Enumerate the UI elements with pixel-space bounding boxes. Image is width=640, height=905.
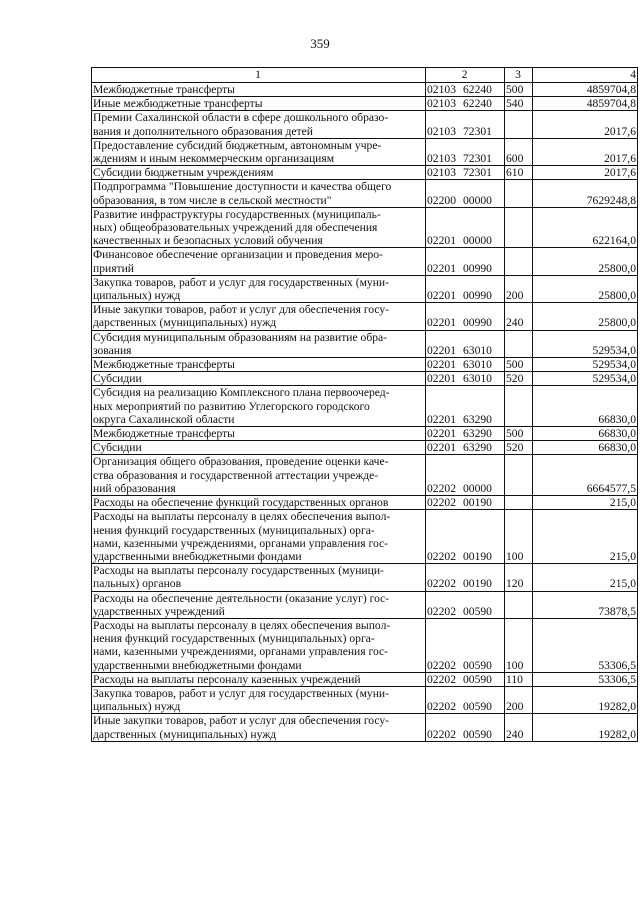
code-direction: 00000 (462, 481, 492, 495)
row-amount: 66830,0 (533, 427, 638, 441)
description-line: нения функций государственных (муниципальных) орга- (93, 632, 375, 646)
row-target-code (426, 330, 505, 357)
row-description (92, 330, 426, 357)
table-row (92, 510, 638, 564)
row-target-code (426, 441, 505, 455)
row-description (92, 496, 426, 510)
description-line: ных) общеобразовательных учреждений для обеспечения (93, 221, 378, 235)
description-line: ударственными внебюджетными фондами (93, 658, 302, 672)
description-line: Субсидии (93, 441, 142, 455)
description-line: Премии Сахалинской области в сфере дошкольного образо- (93, 111, 389, 125)
row-expense-kind: 100 (505, 510, 533, 564)
code-program: 02103 (427, 124, 456, 138)
row-expense-kind: 120 (505, 564, 533, 591)
row-target-code (426, 207, 505, 248)
row-expense-kind: 500 (505, 427, 533, 441)
row-amount: 529534,0 (533, 330, 638, 357)
description-line: приятий (93, 261, 135, 275)
row-expense-kind (505, 207, 533, 248)
row-expense-kind: 540 (505, 97, 533, 111)
row-target-code (426, 180, 505, 207)
row-expense-kind (505, 111, 533, 138)
table-row (92, 97, 638, 111)
row-amount: 2017,6 (533, 138, 638, 165)
row-expense-kind: 610 (505, 166, 533, 180)
row-description (92, 138, 426, 165)
description-line: Расходы на обеспечение деятельности (оказание услуг) гос- (93, 591, 390, 605)
row-amount: 529534,0 (533, 358, 638, 372)
description-line: вания и дополнительного образования детей (93, 124, 313, 138)
code-direction: 00990 (462, 261, 492, 275)
row-target-code (426, 618, 505, 672)
row-amount: 53306,5 (533, 672, 638, 686)
table-row (92, 564, 638, 591)
table-row (92, 386, 638, 427)
row-description (92, 358, 426, 372)
code-program: 02202 (427, 658, 456, 672)
row-target-code (426, 358, 505, 372)
code-program: 02201 (427, 372, 456, 386)
description-line: Межбюджетные трансферты (93, 83, 235, 96)
row-amount: 215,0 (533, 510, 638, 564)
row-expense-kind: 520 (505, 372, 533, 386)
row-target-code (426, 111, 505, 138)
row-target-code (426, 166, 505, 180)
description-line: Предоставление субсидий бюджетным, автономным учре- (93, 138, 382, 152)
row-description (92, 166, 426, 180)
row-target-code (426, 591, 505, 618)
table-row (92, 672, 638, 686)
row-amount: 53306,5 (533, 618, 638, 672)
code-program: 02202 (427, 604, 456, 618)
description-line: Расходы на обеспечение функций государственных органов (93, 496, 389, 510)
code-direction: 00590 (462, 604, 492, 618)
code-program: 02202 (427, 727, 456, 741)
code-direction: 63290 (462, 412, 492, 426)
description-line: нами, казенными учреждениями, органами управления гос- (93, 645, 389, 659)
page-number: 359 (310, 36, 330, 51)
description-line: дарственных (муниципальных) нужд (93, 316, 277, 330)
description-line: Расходы на выплаты персоналу казенных учреждений (93, 672, 361, 686)
row-description (92, 275, 426, 302)
row-description (92, 97, 426, 111)
row-amount: 2017,6 (533, 166, 638, 180)
code-program: 02202 (427, 496, 456, 510)
description-line: округа Сахалинской области (93, 412, 235, 426)
table-row (92, 455, 638, 496)
code-direction: 00590 (462, 672, 492, 686)
row-expense-kind (505, 248, 533, 275)
table-row (92, 496, 638, 510)
row-description (92, 510, 426, 564)
table-row (92, 330, 638, 357)
row-expense-kind: 200 (505, 686, 533, 713)
description-line: Расходы на выплаты персоналу в целях обеспечения выпол- (93, 618, 391, 632)
code-direction: 00000 (462, 234, 492, 248)
table-row (92, 83, 638, 97)
row-expense-kind: 520 (505, 441, 533, 455)
description-line: дарственных (муниципальных) нужд (93, 727, 277, 741)
code-program: 02202 (427, 549, 456, 563)
description-line: Подпрограмма "Повышение доступности и качества общего (93, 180, 392, 194)
code-direction: 00990 (462, 316, 492, 330)
code-direction: 72301 (462, 166, 492, 180)
code-direction: 63010 (462, 372, 492, 386)
code-program: 02103 (427, 152, 456, 166)
row-expense-kind (505, 496, 533, 510)
table-row (92, 714, 638, 741)
description-line: ударственными внебюджетными фондами (93, 549, 302, 563)
code-direction: 00190 (462, 496, 492, 510)
row-description (92, 591, 426, 618)
row-amount: 19282,0 (533, 686, 638, 713)
row-target-code (426, 686, 505, 713)
code-program: 02200 (427, 193, 456, 207)
row-target-code (426, 455, 505, 496)
description-line: качественных и безопасных условий обучения (93, 234, 323, 248)
description-line: Организация общего образования, проведение оценки каче- (93, 455, 389, 469)
row-description (92, 686, 426, 713)
row-description (92, 441, 426, 455)
row-description (92, 672, 426, 686)
row-description (92, 180, 426, 207)
row-description (92, 111, 426, 138)
description-line: образования, в том числе в сельской местности" (93, 193, 332, 207)
row-expense-kind: 500 (505, 83, 533, 97)
code-program: 02202 (427, 700, 456, 714)
description-line: Межбюджетные трансферты (93, 358, 235, 372)
code-program: 02103 (427, 83, 456, 96)
description-line: ства образования и государственной аттестации учрежде- (93, 468, 379, 482)
code-direction: 62240 (462, 83, 492, 96)
row-expense-kind (505, 386, 533, 427)
code-direction: 00000 (462, 193, 492, 207)
row-amount: 4859704,8 (533, 97, 638, 111)
table-row (92, 686, 638, 713)
code-program: 02201 (427, 343, 456, 357)
description-line: ных мероприятий по развитию Углегорского городского (93, 399, 370, 413)
table-row (92, 111, 638, 138)
description-line: Расходы на выплаты персоналу в целях обеспечения выпол- (93, 510, 391, 524)
table-row (92, 138, 638, 165)
row-expense-kind: 200 (505, 275, 533, 302)
description-line: Субсидии бюджетным учреждениям (93, 166, 274, 180)
description-line: Иные закупки товаров, работ и услуг для обеспечения госу- (93, 714, 390, 728)
table-row (92, 275, 638, 302)
row-expense-kind: 600 (505, 138, 533, 165)
table-row (92, 207, 638, 248)
table-row (92, 166, 638, 180)
table-header (92, 68, 638, 83)
row-description (92, 455, 426, 496)
description-line: ципальных) нужд (93, 700, 181, 714)
row-amount: 66830,0 (533, 441, 638, 455)
description-line: Иные закупки товаров, работ и услуг для обеспечения госу- (93, 303, 390, 317)
row-target-code (426, 248, 505, 275)
row-amount: 73878,5 (533, 591, 638, 618)
code-program: 02201 (427, 261, 456, 275)
code-direction: 00990 (462, 289, 492, 303)
row-amount: 2017,6 (533, 111, 638, 138)
row-expense-kind (505, 455, 533, 496)
row-target-code (426, 672, 505, 686)
row-target-code (426, 496, 505, 510)
row-target-code (426, 510, 505, 564)
table-row (92, 441, 638, 455)
code-program: 02103 (427, 97, 456, 111)
row-description (92, 427, 426, 441)
code-program: 02202 (427, 481, 456, 495)
row-amount: 6664577,5 (533, 455, 638, 496)
row-expense-kind: 110 (505, 672, 533, 686)
description-line: пальных) органов (93, 577, 182, 591)
row-amount: 215,0 (533, 564, 638, 591)
description-line: Субсидия на реализацию Комплексного плана первоочеред- (93, 386, 390, 400)
row-description (92, 386, 426, 427)
table-row (92, 248, 638, 275)
code-direction: 72301 (462, 124, 492, 138)
code-program: 02201 (427, 358, 456, 372)
row-amount: 7629248,8 (533, 180, 638, 207)
row-expense-kind (505, 180, 533, 207)
row-target-code (426, 372, 505, 386)
row-amount: 529534,0 (533, 372, 638, 386)
row-target-code (426, 275, 505, 302)
row-description (92, 207, 426, 248)
row-amount: 215,0 (533, 496, 638, 510)
description-line: ципальных) нужд (93, 289, 181, 303)
row-expense-kind (505, 330, 533, 357)
header-col-3: 3 (505, 68, 533, 83)
code-program: 02202 (427, 577, 456, 591)
budget-table (91, 67, 638, 742)
row-target-code (426, 386, 505, 427)
table-row (92, 180, 638, 207)
row-expense-kind (505, 591, 533, 618)
row-expense-kind: 240 (505, 714, 533, 741)
code-program: 02201 (427, 234, 456, 248)
table-row (92, 372, 638, 386)
row-description (92, 83, 426, 97)
header-row (92, 68, 638, 83)
code-direction: 00190 (462, 577, 492, 591)
code-program: 02201 (427, 316, 456, 330)
description-line: Субсидия муниципальным образованиям на развитие обра- (93, 330, 388, 344)
description-line: Иные межбюджетные трансферты (93, 97, 263, 111)
code-direction: 63010 (462, 358, 492, 372)
code-program: 02202 (427, 672, 456, 686)
row-description (92, 248, 426, 275)
table-row (92, 427, 638, 441)
description-line: нения функций государственных (муниципальных) орга- (93, 523, 375, 537)
code-program: 02201 (427, 289, 456, 303)
code-direction: 72301 (462, 152, 492, 166)
description-line: ний образования (93, 481, 176, 495)
header-col-2: 2 (426, 68, 505, 83)
row-amount: 622164,0 (533, 207, 638, 248)
code-direction: 00590 (462, 700, 492, 714)
row-target-code (426, 427, 505, 441)
description-line: ударственных учреждений (93, 604, 225, 618)
row-amount: 19282,0 (533, 714, 638, 741)
table-row (92, 358, 638, 372)
code-direction: 00590 (462, 658, 492, 672)
code-program: 02103 (427, 166, 456, 180)
code-direction: 63290 (462, 427, 492, 441)
row-expense-kind: 240 (505, 303, 533, 330)
description-line: Финансовое обеспечение организации и проведения меро- (93, 248, 383, 262)
row-description (92, 714, 426, 741)
code-direction: 63290 (462, 441, 492, 455)
row-target-code (426, 97, 505, 111)
row-amount: 25800,0 (533, 248, 638, 275)
description-line: нами, казенными учреждениями, органами управления гос- (93, 536, 389, 550)
row-expense-kind: 500 (505, 358, 533, 372)
row-target-code (426, 564, 505, 591)
description-line: Закупка товаров, работ и услуг для государственных (муни- (93, 275, 389, 289)
row-target-code (426, 138, 505, 165)
code-direction: 63010 (462, 343, 492, 357)
description-line: ждениям и иным некоммерческим организациям (93, 152, 335, 166)
table-row (92, 618, 638, 672)
table-row (92, 303, 638, 330)
row-target-code (426, 303, 505, 330)
description-line: Субсидии (93, 372, 142, 386)
row-amount: 25800,0 (533, 275, 638, 302)
row-amount: 66830,0 (533, 386, 638, 427)
row-expense-kind: 100 (505, 618, 533, 672)
header-col-4: 4 (533, 68, 638, 83)
code-program: 02201 (427, 441, 456, 455)
row-amount: 25800,0 (533, 303, 638, 330)
description-line: Развитие инфраструктуры государственных (муниципаль- (93, 207, 381, 221)
code-direction: 00590 (462, 727, 492, 741)
description-line: Закупка товаров, работ и услуг для государственных (муни- (93, 686, 389, 700)
row-description (92, 372, 426, 386)
description-line: Расходы на выплаты персоналу государственных (муници- (93, 564, 384, 578)
row-description (92, 618, 426, 672)
row-description (92, 303, 426, 330)
row-description (92, 564, 426, 591)
row-target-code (426, 83, 505, 97)
row-target-code (426, 714, 505, 741)
description-line: зования (93, 343, 132, 357)
code-program: 02201 (427, 427, 456, 441)
description-line: Межбюджетные трансферты (93, 427, 235, 441)
row-amount: 4859704,8 (533, 83, 638, 97)
table-body (92, 83, 638, 742)
code-program: 02201 (427, 412, 456, 426)
code-direction: 00190 (462, 549, 492, 563)
table-row (92, 591, 638, 618)
header-col-1: 1 (92, 68, 426, 83)
code-direction: 62240 (462, 97, 492, 111)
